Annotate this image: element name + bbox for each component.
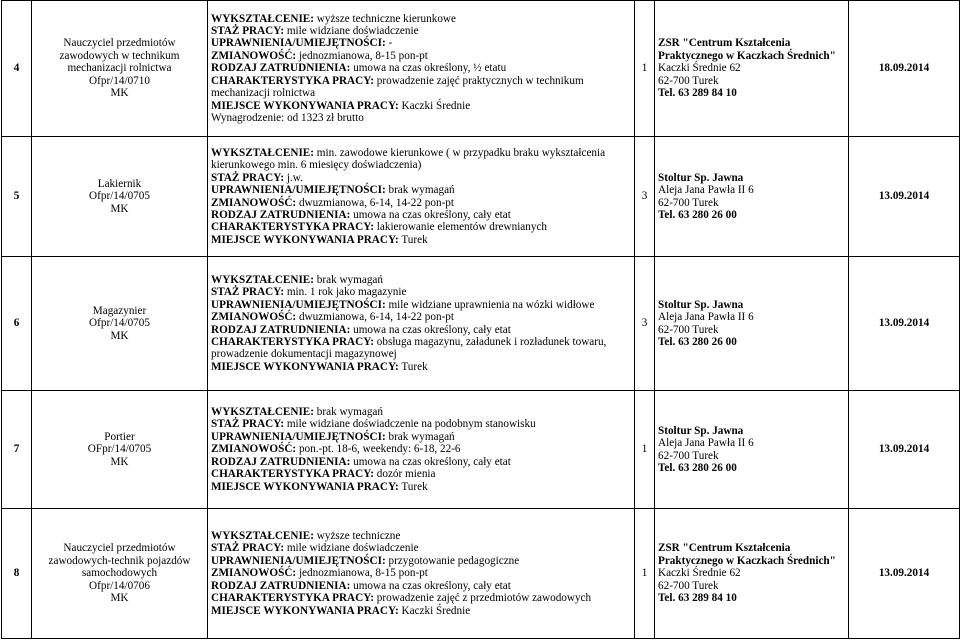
- employer-phone: Tel. 63 289 84 10: [658, 87, 737, 100]
- table-row: [2, 257, 960, 391]
- details-cell: [208, 391, 635, 509]
- details-cell: [208, 137, 635, 257]
- row-number: 5: [2, 137, 32, 257]
- job-offers-table: [1, 0, 960, 639]
- detail-workplace: MIEJSCE WYKONYWANIA PRACY: Turek: [211, 360, 428, 373]
- offer-date: 13.09.2014: [849, 257, 960, 391]
- vacancy-count: 3: [635, 137, 655, 257]
- details-cell: [208, 1, 635, 137]
- detail-job-description: CHARAKTERYSTYKA PRACY: lakierowanie elementów drewnianych: [211, 221, 548, 234]
- detail-job-description: CHARAKTERYSTYKA PRACY: prowadzenie zajęć z przedmiotów zawodowych: [211, 592, 592, 605]
- detail-qualifications: UPRAWNIENIA/UMIEJĘTNOŚCI: mile widziane uprawnienia na wózki widłowe: [211, 298, 595, 311]
- recruiter-initials: MK: [110, 592, 129, 605]
- details-cell: [208, 257, 635, 391]
- row-number: 8: [2, 509, 32, 639]
- offer-code: OFpr/14/0705: [87, 443, 152, 456]
- position-title-line: zawodowych w technikum: [59, 49, 180, 62]
- employer-name: Praktycznego w Kaczkach Średnich": [658, 554, 836, 567]
- detail-qualifications: UPRAWNIENIA/UMIEJĘTNOŚCI: przygotowanie pedagogiczne: [211, 554, 520, 567]
- detail-job-description: CHARAKTERYSTYKA PRACY: prowadzenie zajęć praktycznych w technikum mechanizacji rolnictwa: [211, 74, 584, 100]
- offer-date: 13.09.2014: [849, 137, 960, 257]
- detail-experience: STAŻ PRACY: mile widziane doświadczenie: [211, 542, 419, 555]
- employer-postcode: 62-700 Turek: [658, 196, 719, 209]
- detail-workplace: MIEJSCE WYKONYWANIA PRACY: Turek: [211, 480, 428, 493]
- employer-phone: Tel. 63 289 84 10: [658, 592, 737, 605]
- detail-workplace: MIEJSCE WYKONYWANIA PRACY: Kaczki Średnie: [211, 604, 471, 617]
- detail-employment-type: RODZAJ ZATRUDNIENIA: umowa na czas określony, cały etat: [211, 323, 511, 336]
- detail-education: WYKSZTAŁCENIE: min. zawodowe kierunkowe ( w przypadku braku wykształcenia kierunkowego min. 6 miesięcy doświadczenia): [211, 146, 606, 172]
- table-row: [2, 509, 960, 639]
- recruiter-initials: MK: [110, 329, 129, 342]
- detail-education: WYKSZTAŁCENIE: wyższe techniczne: [211, 530, 401, 543]
- detail-employment-type: RODZAJ ZATRUDNIENIA: umowa na czas określony, cały etat: [211, 208, 511, 221]
- vacancy-count: 1: [635, 391, 655, 509]
- table-row: [2, 137, 960, 257]
- position-title-line: samochodowych: [81, 567, 158, 580]
- detail-qualifications: UPRAWNIENIA/UMIEJĘTNOŚCI: brak wymagań: [211, 184, 455, 197]
- employer-address: Kaczki Średnie 62: [658, 567, 741, 580]
- recruiter-initials: MK: [110, 87, 129, 100]
- offer-code: Ofpr/14/0705: [89, 317, 150, 330]
- offer-date: 13.09.2014: [849, 391, 960, 509]
- offer-date: 13.09.2014: [849, 509, 960, 639]
- employer-postcode: 62-700 Turek: [658, 579, 719, 592]
- employer-cell: [655, 1, 849, 137]
- position-title-line: Magazynier: [92, 304, 147, 317]
- employer-cell: [655, 137, 849, 257]
- employer-phone: Tel. 63 280 26 00: [658, 461, 737, 474]
- vacancy-count: 3: [635, 257, 655, 391]
- detail-job-description: CHARAKTERYSTYKA PRACY: dozór mienia: [211, 468, 436, 481]
- detail-education: WYKSZTAŁCENIE: brak wymagań: [211, 273, 383, 286]
- table-row: [2, 391, 960, 509]
- employer-address: Aleja Jana Pawła II 6: [658, 184, 754, 197]
- vacancy-count: 1: [635, 1, 655, 137]
- detail-shifts: ZMIANOWOŚĆ: dwuzmianowa, 6-14, 14-22 pon-pt: [211, 311, 454, 324]
- detail-employment-type: RODZAJ ZATRUDNIENIA: umowa na czas określony, cały etat: [211, 455, 511, 468]
- detail-employment-type: RODZAJ ZATRUDNIENIA: umowa na czas określony, ½ etatu: [211, 62, 507, 75]
- employer-name: Stoltur Sp. Jawna: [658, 171, 744, 184]
- employer-name: Praktycznego w Kaczkach Średnich": [658, 49, 836, 62]
- position-title-line: zawodowych-technik pojazdów: [48, 554, 191, 567]
- row-number: 7: [2, 391, 32, 509]
- detail-job-description: CHARAKTERYSTYKA PRACY: obsługa magazynu, załadunek i rozładunek towaru, prowadzenie dokumentacji magazynowej: [211, 335, 607, 361]
- detail-experience: STAŻ PRACY: j.w.: [211, 171, 303, 184]
- detail-workplace: MIEJSCE WYKONYWANIA PRACY: Kaczki Średnie: [211, 99, 471, 112]
- detail-workplace: MIEJSCE WYKONYWANIA PRACY: Turek: [211, 233, 428, 246]
- employer-name: ZSR "Centrum Kształcenia: [658, 37, 791, 50]
- offer-date: 18.09.2014: [849, 1, 960, 137]
- position-cell: [32, 137, 208, 257]
- vacancy-count: 1: [635, 509, 655, 639]
- recruiter-initials: MK: [110, 455, 129, 468]
- position-cell: [32, 509, 208, 639]
- details-cell: [208, 509, 635, 639]
- detail-shifts: ZMIANOWOŚĆ: pon.-pt. 18-6, weekendy: 6-18, 22-6: [211, 443, 461, 456]
- employer-address: Aleja Jana Pawła II 6: [658, 437, 754, 450]
- detail-experience: STAŻ PRACY: min. 1 rok jako magazynie: [211, 286, 407, 299]
- employer-name: Stoltur Sp. Jawna: [658, 298, 744, 311]
- offer-code: Ofpr/14/0710: [89, 74, 150, 87]
- recruiter-initials: MK: [110, 202, 129, 215]
- row-number: 6: [2, 257, 32, 391]
- detail-shifts: ZMIANOWOŚĆ: dwuzmianowa, 6-14, 14-22 pon-pt: [211, 196, 454, 209]
- detail-qualifications: UPRAWNIENIA/UMIEJĘTNOŚCI: brak wymagań: [211, 430, 455, 443]
- position-title-line: mechanizacji rolnictwa: [67, 62, 172, 75]
- employer-postcode: 62-700 Turek: [658, 74, 719, 87]
- employer-phone: Tel. 63 280 26 00: [658, 335, 737, 348]
- position-title-line: Lakiernik: [97, 177, 142, 190]
- employer-cell: [655, 509, 849, 639]
- detail-employment-type: RODZAJ ZATRUDNIENIA: umowa na czas określony, cały etat: [211, 579, 511, 592]
- position-cell: [32, 257, 208, 391]
- detail-salary: Wynagrodzenie: od 1323 zł brutto: [211, 111, 364, 124]
- detail-shifts: ZMIANOWOŚĆ: jednozmianowa, 8-15 pon-pt: [211, 49, 428, 62]
- employer-phone: Tel. 63 280 26 00: [658, 208, 737, 221]
- detail-education: WYKSZTAŁCENIE: brak wymagań: [211, 406, 383, 419]
- row-number: 4: [2, 1, 32, 137]
- position-title-line: Portier: [104, 430, 135, 443]
- position-cell: [32, 391, 208, 509]
- employer-name: ZSR "Centrum Kształcenia: [658, 542, 791, 555]
- employer-postcode: 62-700 Turek: [658, 449, 719, 462]
- employer-name: Stoltur Sp. Jawna: [658, 424, 744, 437]
- table-row: [2, 1, 960, 137]
- employer-address: Kaczki Średnie 62: [658, 62, 741, 75]
- position-cell: [32, 1, 208, 137]
- offer-code: Ofpr/14/0706: [89, 579, 150, 592]
- detail-shifts: ZMIANOWOŚĆ: jednozmianowa, 8-15 pon-pt: [211, 567, 428, 580]
- detail-experience: STAŻ PRACY: mile widziane doświadczenie: [211, 25, 419, 38]
- employer-postcode: 62-700 Turek: [658, 323, 719, 336]
- employer-cell: [655, 257, 849, 391]
- detail-qualifications: UPRAWNIENIA/UMIEJĘTNOŚCI: -: [211, 37, 393, 50]
- detail-education: WYKSZTAŁCENIE: wyższe techniczne kierunkowe: [211, 12, 456, 25]
- position-title-line: Nauczyciel przedmiotów: [63, 542, 176, 555]
- offer-code: Ofpr/14/0705: [89, 190, 150, 203]
- detail-experience: STAŻ PRACY: mile widziane doświadczenie na podobnym stanowisku: [211, 418, 536, 431]
- employer-address: Aleja Jana Pawła II 6: [658, 311, 754, 324]
- employer-cell: [655, 391, 849, 509]
- position-title-line: Nauczyciel przedmiotów: [63, 37, 176, 50]
